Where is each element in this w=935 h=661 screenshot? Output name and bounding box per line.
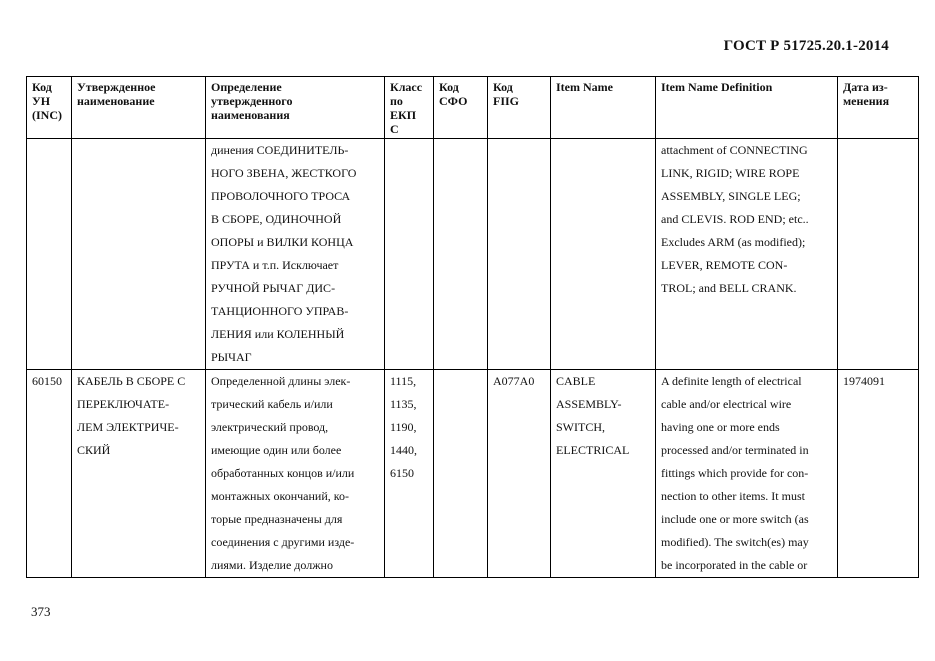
cell-line: ЛЕНИЯ или КОЛЕННЫЙ — [211, 327, 345, 341]
cell-line: РУЧНОЙ РЫЧАГ ДИС- — [211, 281, 336, 295]
cell-line: modified). The switch(es) may — [661, 535, 809, 549]
cell-line: 60150 — [32, 374, 62, 388]
header-line: С — [390, 122, 399, 136]
header-line: Определение — [211, 80, 282, 94]
table-row — [27, 139, 919, 370]
header-fiig — [488, 77, 551, 139]
cell-line: ELECTRICAL — [556, 443, 630, 457]
cell-line: LEVER, REMOTE CON- — [661, 258, 788, 272]
header-line: (INC) — [32, 108, 62, 122]
catalog-table — [26, 76, 919, 578]
cell-line: LINK, RIGID; WIRE ROPE — [661, 166, 800, 180]
cell-line: 1190, — [390, 420, 417, 434]
cell-line: TROL; and BELL CRANK. — [661, 281, 797, 295]
document-code: ГОСТ Р 51725.20.1-2014 — [723, 38, 889, 54]
header-line: менения — [843, 94, 890, 108]
header-line: ЕКП — [390, 108, 417, 122]
cell-class — [385, 139, 434, 370]
cell-line: КАБЕЛЬ В СБОРЕ С — [77, 374, 186, 388]
cell-line: СКИЙ — [77, 443, 111, 457]
cell-item-definition — [656, 370, 838, 578]
header-definition — [206, 77, 385, 139]
cell-line: 1115, — [390, 374, 417, 388]
header-line: Утвержденное — [77, 80, 156, 94]
cell-line: CABLE — [556, 374, 596, 388]
cell-name — [72, 139, 206, 370]
header-name — [72, 77, 206, 139]
cell-line: В СБОРЕ, ОДИНОЧНОЙ — [211, 212, 342, 226]
cell-line: монтажных окончаний, ко- — [211, 489, 349, 503]
cell-line: имеющие один или более — [211, 443, 342, 457]
header-inc — [27, 77, 72, 139]
cell-class — [385, 370, 434, 578]
header-line: FIIG — [493, 94, 520, 108]
header-line: наименование — [77, 94, 155, 108]
header-line: Код — [439, 80, 459, 94]
cell-item-name — [551, 139, 656, 370]
header-line: Item Name — [556, 80, 613, 94]
header-class — [385, 77, 434, 139]
cell-line: ПРУТА и т.п. Исключает — [211, 258, 339, 272]
cell-line: соединения с другими изде- — [211, 535, 355, 549]
cell-line: 1440, — [390, 443, 417, 457]
cell-line: ЛЕМ ЭЛЕКТРИЧЕ- — [77, 420, 179, 434]
cell-item-definition — [656, 139, 838, 370]
header-line: Код — [493, 80, 513, 94]
cell-line: having one or more ends — [661, 420, 780, 434]
header-line: Дата из- — [843, 80, 888, 94]
header-item-name — [551, 77, 656, 139]
cell-inc — [27, 139, 72, 370]
table-header-row — [27, 77, 919, 139]
cell-line: обработанных концов и/или — [211, 466, 355, 480]
cell-line: A definite length of electrical — [661, 374, 802, 388]
cell-sfo — [434, 139, 488, 370]
header-date — [838, 77, 919, 139]
cell-line: ASSEMBLY, SINGLE LEG; — [661, 189, 801, 203]
header-line: наименования — [211, 108, 290, 122]
cell-definition — [206, 139, 385, 370]
cell-fiig — [488, 370, 551, 578]
page-number: 373 — [31, 604, 51, 619]
cell-item-name — [551, 370, 656, 578]
cell-line: A077A0 — [493, 374, 535, 388]
cell-inc — [27, 370, 72, 578]
cell-date — [838, 139, 919, 370]
header-line: Класс — [390, 80, 423, 94]
cell-line: трический кабель и/или — [211, 397, 333, 411]
cell-sfo — [434, 370, 488, 578]
header-line: УН — [32, 94, 51, 108]
cell-line: Excludes ARM (as modified); — [661, 235, 806, 249]
cell-line: торые предназначены для — [211, 512, 343, 526]
cell-line: НОГО ЗВЕНА, ЖЕСТКОГО — [211, 166, 357, 180]
header-line: утвержденного — [211, 94, 293, 108]
cell-line: nection to other items. It must — [661, 489, 805, 503]
cell-line: fittings which provide for con- — [661, 466, 809, 480]
cell-line: 1974091 — [843, 374, 885, 388]
cell-definition — [206, 370, 385, 578]
cell-line: динения СОЕДИНИТЕЛЬ- — [211, 143, 349, 157]
cell-line: attachment of CONNECTING — [661, 143, 808, 157]
cell-line: 1135, — [390, 397, 417, 411]
header-line: по — [390, 94, 403, 108]
cell-line: Определенной длины элек- — [211, 374, 351, 388]
cell-line: 6150 — [390, 466, 414, 480]
header-sfo — [434, 77, 488, 139]
header-item-definition — [656, 77, 838, 139]
cell-line: ОПОРЫ и ВИЛКИ КОНЦА — [211, 235, 354, 249]
cell-line: be incorporated in the cable or — [661, 558, 808, 572]
header-line: СФО — [439, 94, 468, 108]
cell-line: ПЕРЕКЛЮЧАТЕ- — [77, 397, 170, 411]
cell-fiig — [488, 139, 551, 370]
header-line: Код — [32, 80, 52, 94]
cell-line: processed and/or terminated in — [661, 443, 809, 457]
cell-line: and CLEVIS. ROD END; etc.. — [661, 212, 809, 226]
cell-line: SWITCH, — [556, 420, 605, 434]
cell-date — [838, 370, 919, 578]
cell-name — [72, 370, 206, 578]
table-row — [27, 370, 919, 578]
cell-line: электрический провод, — [211, 420, 329, 434]
cell-line: include one or more switch (as — [661, 512, 809, 526]
cell-line: РЫЧАГ — [211, 350, 252, 364]
cell-line: ASSEMBLY- — [556, 397, 622, 411]
cell-line: лиями. Изделие должно — [211, 558, 333, 572]
header-line: Item Name Definition — [661, 80, 773, 94]
cell-line: ПРОВОЛОЧНОГО ТРОСА — [211, 189, 351, 203]
cell-line: ТАНЦИОННОГО УПРАВ- — [211, 304, 349, 318]
cell-line: cable and/or electrical wire — [661, 397, 792, 411]
table-body — [27, 139, 919, 578]
